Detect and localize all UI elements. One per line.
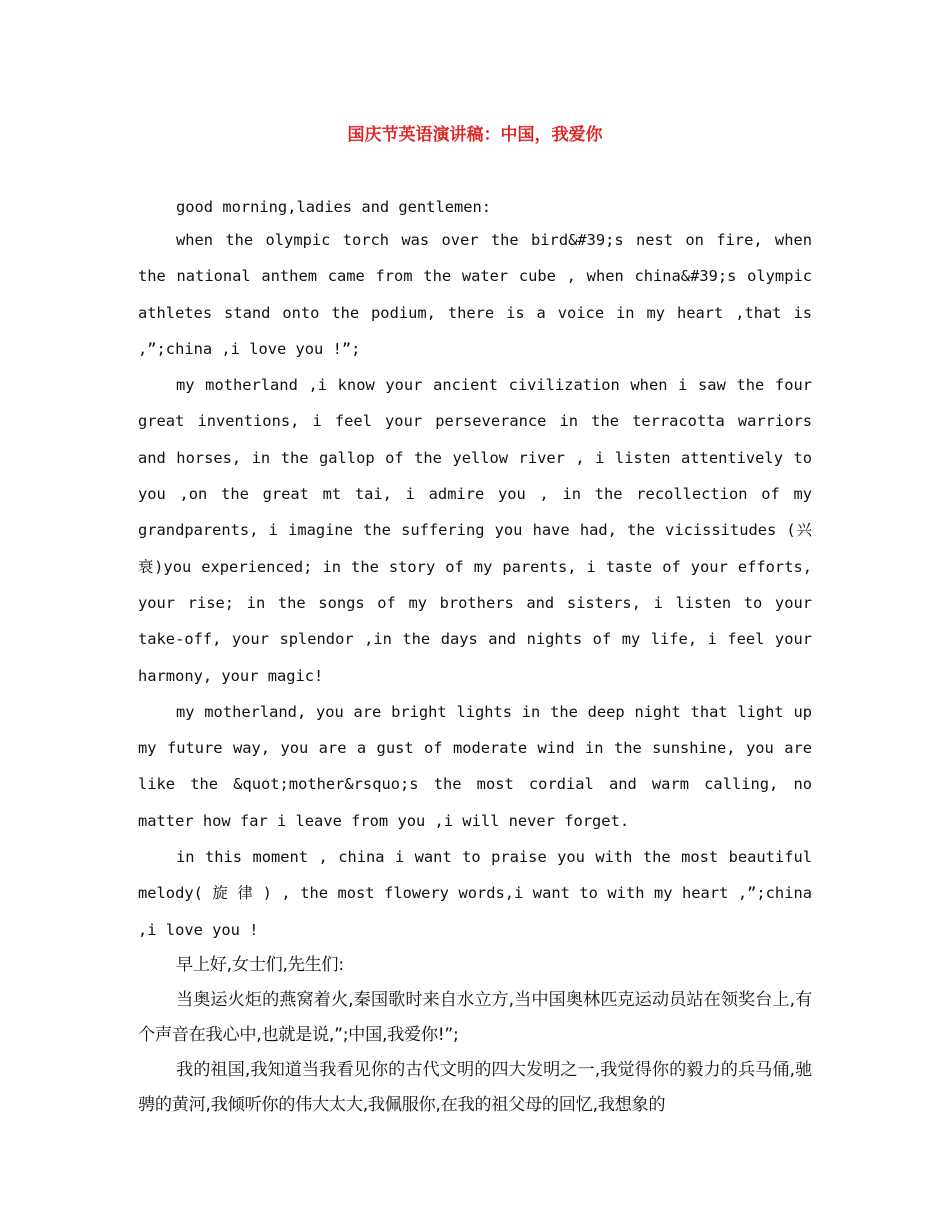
document-title: 国庆节英语演讲稿：中国，我爱你 — [347, 125, 603, 145]
paragraph-olympic-en: when the olympic torch was over the bird&#39;s nest on fire, when the national anthem came from the water cube , when china&#39;s olympic athletes stand onto the podium, there is a voice in my heart ,that is ,”;china ,i love you !”; — [138, 231, 812, 358]
paragraph-motherland-civilization-en: my motherland ,i know your ancient civilization when i saw the four great inventions, i feel your perseverance in the terracotta warriors and horses, in the gallop of the yellow river , i listen attentively to you ,on the great mt tai, i admire you , in the recollection of my grandparents, i imagine the suffering you have had, the vicissitudes (兴衰)you experienced; in the story of my parents, i taste of your efforts, your rise; in the songs of my brothers and sisters, i listen to your take-off, your splendor ,in the days and nights of my life, i feel your harmony, your magic! — [138, 376, 812, 685]
paragraph-olympic-zh: 当奥运火炬的燕窝着火,秦国歌时来自水立方,当中国奥林匹克运动员站在领奖台上,有个声音在我心中,也就是说,”;中国,我爱你!”; — [138, 989, 812, 1045]
paragraph-praise-en: in this moment , china i want to praise you with the most beautiful melody( 旋 律 ) , the most flowery words,i want to with my heart ,”;china ,i love you ! — [138, 848, 812, 939]
paragraph-greeting-en: good morning,ladies and gentlemen: — [176, 198, 492, 216]
paragraph-greeting-zh: 早上好,女士们,先生们: — [176, 954, 344, 975]
document-body — [138, 192, 812, 1123]
paragraph-motherland-lights-en: my motherland, you are bright lights in the deep night that light up my future way, you are a gust of moderate wind in the sunshine, you are like the &quot;mother&rsquo;s the most cordial and warm calling, no matter how far i leave from you ,i will never forget. — [138, 702, 812, 830]
paragraph-motherland-zh: 我的祖国,我知道当我看见你的古代文明的四大发明之一,我觉得你的毅力的兵马俑,驰骋的黄河,我倾听你的伟大太大,我佩服你,在我的祖父母的回忆,我想象的 — [138, 1059, 812, 1115]
